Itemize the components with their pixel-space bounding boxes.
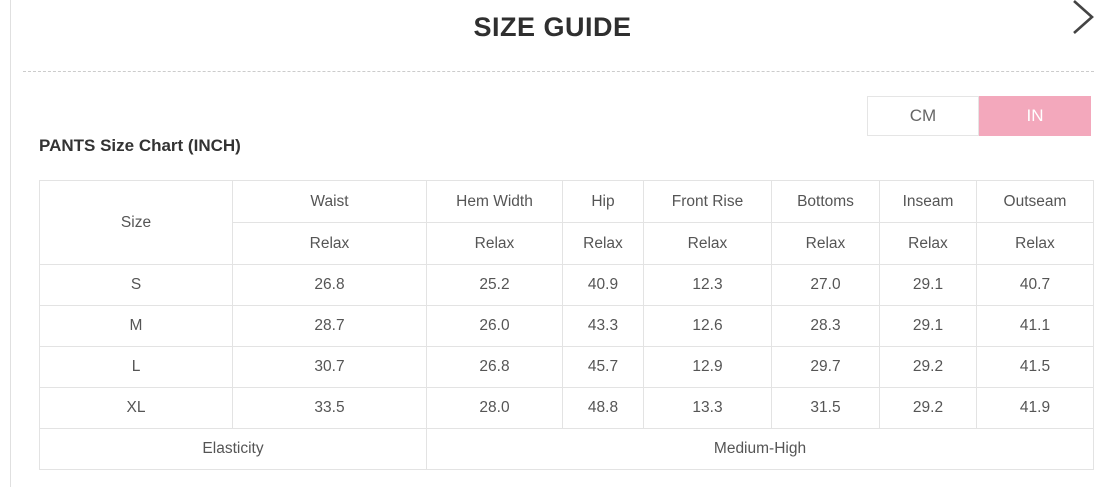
elasticity-row [40, 429, 1094, 470]
dashed-divider [23, 71, 1094, 72]
sub-header-relax: Relax [563, 223, 644, 265]
unit-in-button[interactable]: IN [979, 96, 1091, 136]
value-cell: 27.0 [772, 265, 880, 306]
value-cell: 40.7 [977, 265, 1094, 306]
column-header: Bottoms [772, 181, 880, 223]
unit-cm-button[interactable]: CM [867, 96, 979, 136]
size-cell: XL [40, 388, 233, 429]
column-header: Waist [233, 181, 427, 223]
value-cell: 26.8 [233, 265, 427, 306]
sub-header-relax: Relax [880, 223, 977, 265]
value-cell: 48.8 [563, 388, 644, 429]
sub-header-relax: Relax [427, 223, 563, 265]
column-header-size: Size [40, 181, 233, 265]
table-row [40, 388, 1094, 429]
section-title: PANTS Size Chart (INCH) [39, 136, 241, 155]
value-cell: 29.2 [880, 388, 977, 429]
sub-header-relax: Relax [644, 223, 772, 265]
value-cell: 33.5 [233, 388, 427, 429]
header-row-measures [40, 181, 1094, 223]
column-header: Hem Width [427, 181, 563, 223]
elasticity-label: Elasticity [40, 429, 427, 470]
sub-header-relax: Relax [772, 223, 880, 265]
sub-header-relax: Relax [233, 223, 427, 265]
size-guide-panel [10, 0, 1094, 487]
value-cell: 29.2 [880, 347, 977, 388]
value-cell: 26.0 [427, 306, 563, 347]
value-cell: 29.1 [880, 265, 977, 306]
column-header: Front Rise [644, 181, 772, 223]
value-cell: 41.9 [977, 388, 1094, 429]
value-cell: 13.3 [644, 388, 772, 429]
value-cell: 29.1 [880, 306, 977, 347]
value-cell: 25.2 [427, 265, 563, 306]
column-header: Hip [563, 181, 644, 223]
size-cell: L [40, 347, 233, 388]
value-cell: 28.3 [772, 306, 880, 347]
page-title: SIZE GUIDE [473, 12, 632, 42]
value-cell: 12.9 [644, 347, 772, 388]
value-cell: 31.5 [772, 388, 880, 429]
value-cell: 28.0 [427, 388, 563, 429]
value-cell: 45.7 [563, 347, 644, 388]
column-header: Inseam [880, 181, 977, 223]
table-row [40, 265, 1094, 306]
size-chart-table [39, 180, 1094, 470]
value-cell: 12.3 [644, 265, 772, 306]
value-cell: 41.5 [977, 347, 1094, 388]
table-row [40, 306, 1094, 347]
value-cell: 28.7 [233, 306, 427, 347]
value-cell: 12.6 [644, 306, 772, 347]
value-cell: 40.9 [563, 265, 644, 306]
column-header: Outseam [977, 181, 1094, 223]
size-cell: M [40, 306, 233, 347]
value-cell: 30.7 [233, 347, 427, 388]
unit-toggle [867, 96, 1091, 136]
table-row [40, 347, 1094, 388]
value-cell: 26.8 [427, 347, 563, 388]
value-cell: 29.7 [772, 347, 880, 388]
elasticity-value: Medium-High [427, 429, 1094, 470]
value-cell: 41.1 [977, 306, 1094, 347]
panel-header [11, 0, 1094, 72]
value-cell: 43.3 [563, 306, 644, 347]
sub-header-relax: Relax [977, 223, 1094, 265]
chevron-right-icon[interactable] [1064, 0, 1094, 37]
size-cell: S [40, 265, 233, 306]
